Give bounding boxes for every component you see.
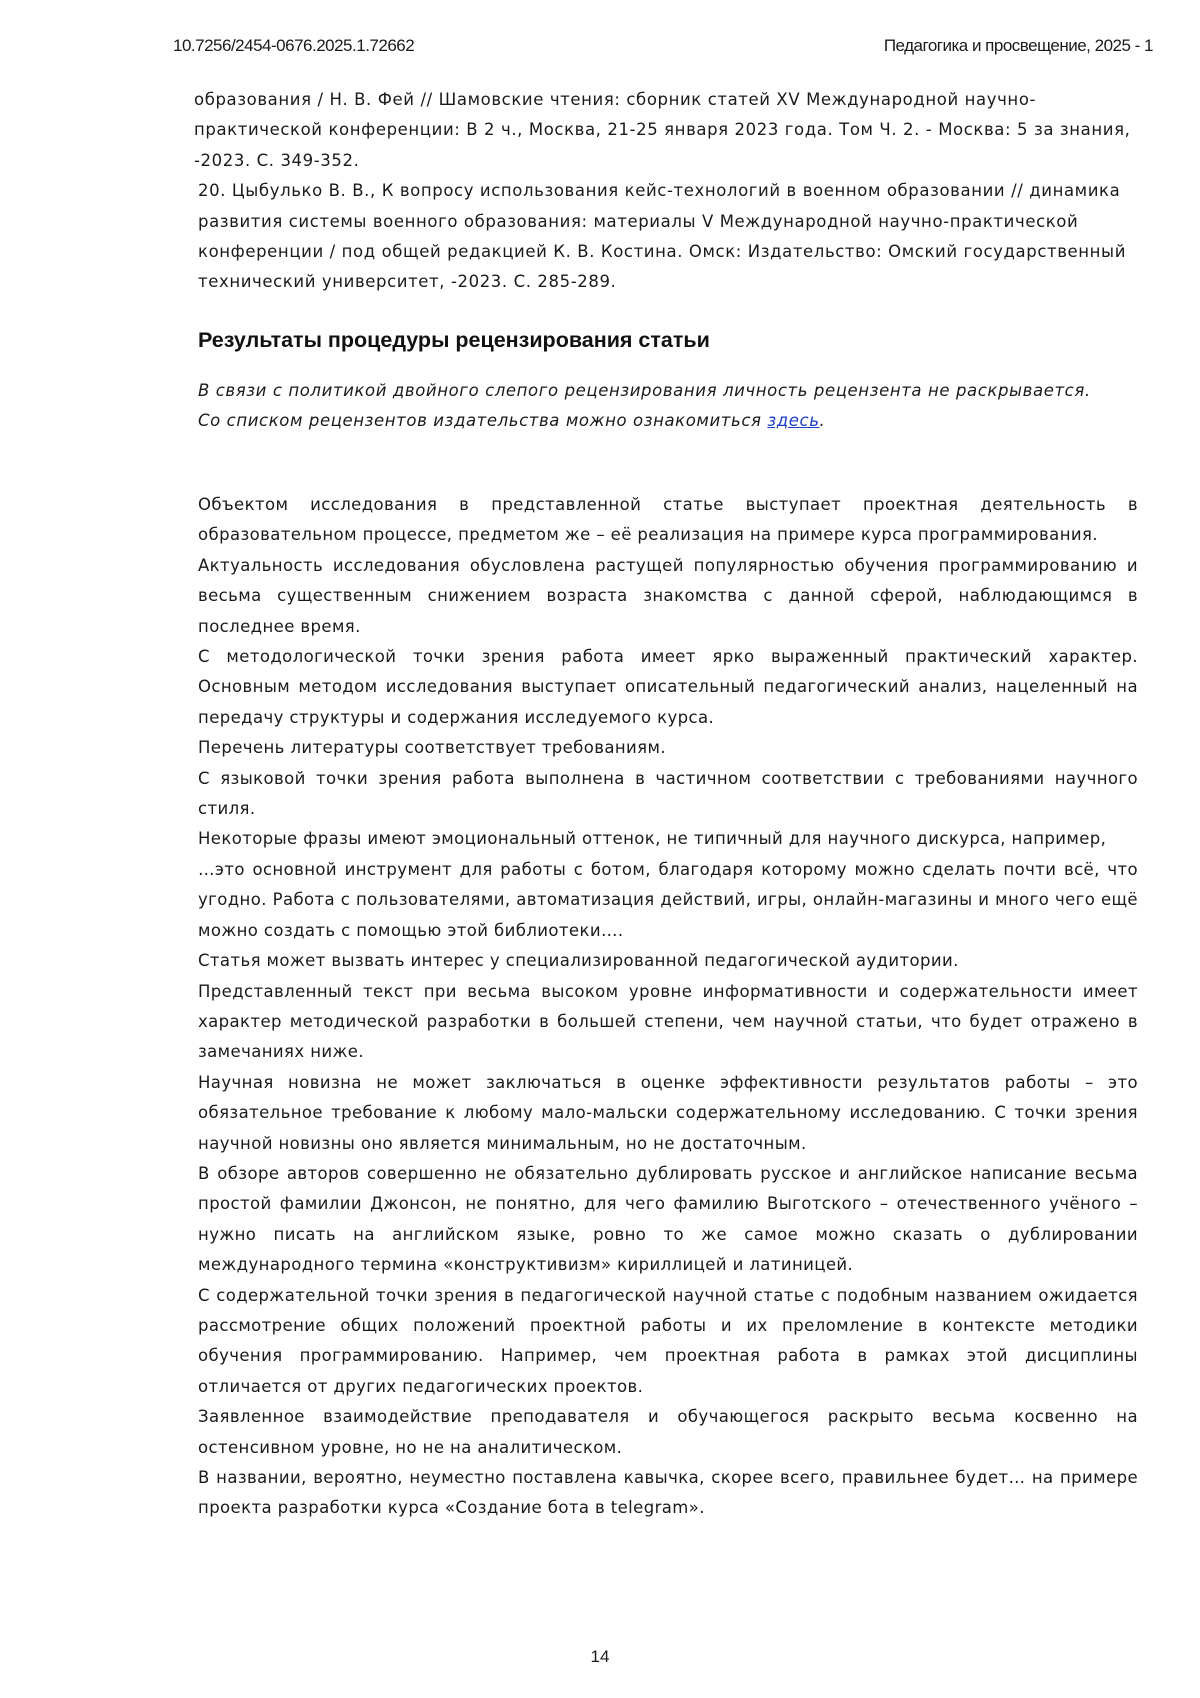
page-number: 14 bbox=[0, 1647, 1200, 1667]
journal-title: Педагогика и просвещение, 2025 - 1 bbox=[884, 36, 1153, 56]
reference-20: 20. Цыбулько В. В., К вопросу использования кейс-технологий в военном образовании // динамика развития системы военного образования: материалы V Международной научно-практической конференции / под общей редакцией К. В. Костина. Омск: Издательство: Омский государственный технический университет, -2023. С. 285-289. bbox=[194, 176, 1138, 298]
review-quote: …это основной инструмент для работы с ботом, благодаря которому можно сделать почти всё, что угодно. Работа с пользователями, автоматизация действий, игры, онлайн-магазины и много чего ещё можно создать с помощью этой библиотеки…. bbox=[198, 855, 1138, 946]
blind-review-notice: В связи с политикой двойного слепого рецензирования личность рецензента не раскрывается. bbox=[198, 376, 1138, 406]
review-body bbox=[198, 490, 1138, 1524]
reviewers-list-prefix: Со списком рецензентов издательства можно ознакомиться bbox=[198, 411, 767, 430]
review-paragraph: Статья может вызвать интерес у специализированной педагогической аудитории. bbox=[198, 946, 1138, 976]
review-paragraph: С языковой точки зрения работа выполнена в частичном соответствии с требованиями научного стиля. bbox=[198, 764, 1138, 825]
review-paragraph: В обзоре авторов совершенно не обязательно дублировать русское и английское написание весьма простой фамилии Джонсон, не понятно, для чего фамилию Выготского – отечественного учёного – нужно писать на английском языке, ровно то же самое можно сказать о дублировании международного термина «конструктивизм» кириллицей и латиницей. bbox=[198, 1159, 1138, 1281]
review-paragraph: Актуальность исследования обусловлена растущей популярностью обучения программированию и весьма существенным снижением возраста знакомства с данной сферой, наблюдающимся в последнее время. bbox=[198, 551, 1138, 642]
reference-19-tail: образования / Н. В. Фей // Шамовские чтения: сборник статей XV Международной научно-практической конференции: В 2 ч., Москва, 21-25 января 2023 года. Том Ч. 2. - Москва: 5 за знания, -2023. С. 349-352. bbox=[194, 85, 1138, 176]
review-section-title: Результаты процедуры рецензирования статьи bbox=[198, 328, 710, 353]
reviewers-list-suffix: . bbox=[820, 411, 826, 430]
review-paragraph: В названии, вероятно, неуместно поставлена кавычка, скорее всего, правильнее будет… на примере проекта разработки курса «Создание бота в telegram». bbox=[198, 1463, 1138, 1524]
review-paragraph: Некоторые фразы имеют эмоциональный оттенок, не типичный для научного дискурса, например, bbox=[198, 824, 1138, 854]
review-notice bbox=[198, 376, 1138, 437]
review-paragraph: Перечень литературы соответствует требованиям. bbox=[198, 733, 1138, 763]
review-paragraph: Представленный текст при весьма высоком уровне информативности и содержательности имеет характер методической разработки в большей степени, чем научной статьи, что будет отражено в замечаниях ниже. bbox=[198, 977, 1138, 1068]
review-paragraph: С содержательной точки зрения в педагогической научной статье с подобным названием ожидается рассмотрение общих положений проектной работы и их преломление в контексте методики обучения программированию. Например, чем проектная работа в рамках этой дисциплины отличается от других педагогических проектов. bbox=[198, 1281, 1138, 1403]
doi-text: 10.7256/2454-0676.2025.1.72662 bbox=[173, 36, 414, 56]
review-paragraph: Научная новизна не может заключаться в оценке эффективности результатов работы – это обязательное требование к любому мало-мальски содержательному исследованию. С точки зрения научной новизны оно является минимальным, но не достаточным. bbox=[198, 1068, 1138, 1159]
review-paragraph: Заявленное взаимодействие преподавателя и обучающегося раскрыто весьма косвенно на остенсивном уровне, но не на аналитическом. bbox=[198, 1402, 1138, 1463]
references-list bbox=[194, 85, 1138, 298]
reviewers-list-link[interactable]: здесь bbox=[767, 411, 819, 430]
review-paragraph: Объектом исследования в представленной статье выступает проектная деятельность в образовательном процессе, предметом же – её реализация на примере курса программирования. bbox=[198, 490, 1138, 551]
review-paragraph: С методологической точки зрения работа имеет ярко выраженный практический характер. Основным методом исследования выступает описательный педагогический анализ, нацеленный на передачу структуры и содержания исследуемого курса. bbox=[198, 642, 1138, 733]
reviewers-list-notice bbox=[198, 406, 1138, 436]
page-header bbox=[173, 36, 1153, 60]
